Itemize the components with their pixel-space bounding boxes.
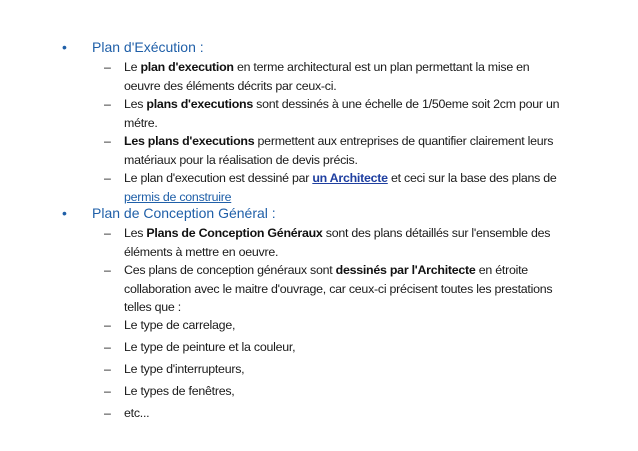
list-item: – Le types de fenêtres,: [104, 382, 564, 401]
list-item: – Le type de carrelage,: [104, 316, 564, 335]
dash-icon: –: [104, 171, 111, 185]
bold-term: dessinés par l'Architecte: [335, 263, 476, 277]
dash-icon: –: [104, 406, 111, 420]
dash-icon: –: [104, 384, 111, 398]
bold-term: plan d'execution: [140, 60, 234, 74]
section-title: Plan d'Exécution :: [92, 39, 204, 55]
bullet-icon: •: [62, 39, 67, 55]
bold-term: plans d'executions: [146, 97, 253, 111]
dash-icon: –: [104, 263, 111, 277]
dash-icon: –: [104, 97, 111, 111]
bullet-icon: •: [62, 205, 67, 221]
list-item: – Les plans d'executions sont dessinés à une échelle de 1/50eme soit 2cm pour un métre.: [104, 97, 560, 130]
list-item: – Le plan d'execution est dessiné par un Architecte et ceci sur la base des plans de permis de construire: [104, 171, 557, 204]
list-item: – Le type d'interrupteurs,: [104, 360, 564, 379]
permis-de-construire-link[interactable]: permis de construire: [124, 189, 232, 204]
list-item: – etc...: [104, 404, 564, 423]
dash-icon: –: [104, 60, 111, 74]
dash-icon: –: [104, 340, 111, 354]
bold-term: Les plans d'executions: [124, 134, 255, 148]
list-item: – Le type de peinture et la couleur,: [104, 338, 564, 357]
list-item: – Ces plans de conception généraux sont dessinés par l'Architecte en étroite collaboration avec le maitre d'ouvrage, car ceux-ci précisent toutes les prestations telles que :: [104, 263, 553, 314]
list-item: – Le plan d'execution en terme architectural est un plan permettant la mise en oeuvre des éléments décrits par ceux-ci.: [104, 60, 530, 93]
dash-icon: –: [104, 226, 111, 240]
dash-icon: –: [104, 362, 111, 376]
dash-icon: –: [104, 318, 111, 332]
dash-icon: –: [104, 134, 111, 148]
section-title: Plan de Conception Général :: [92, 205, 276, 221]
list-item: – Les Plans de Conception Généraux sont des plans détaillés sur l'ensemble des éléments à mettre en oeuvre.: [104, 226, 551, 259]
architecte-link[interactable]: un Architecte: [312, 171, 388, 185]
list-item: – Les plans d'executions permettent aux entreprises de quantifier clairement leurs matériaux pour la réalisation de devis précis.: [104, 134, 554, 167]
bold-term: Plans de Conception Généraux: [146, 226, 323, 240]
